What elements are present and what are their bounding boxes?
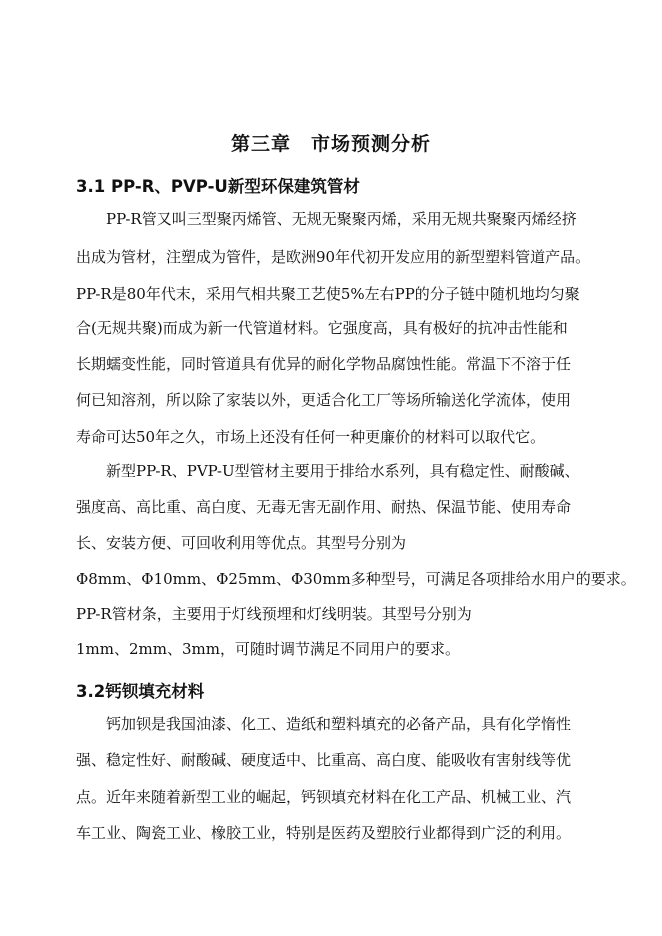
section-heading-3-2: 3.2钙钡填充材料 [76, 682, 205, 701]
paragraph-line: 点。近年来随着新型工业的崛起，钙钡填充材料在化工产品、机械工业、汽 [76, 788, 572, 806]
paragraph-line: 长期蠕变性能，同时管道具有优异的耐化学物品腐蚀性能。常温下不溶于任 [76, 355, 572, 373]
paragraph-line: 钙加钡是我国油漆、化工、造纸和塑料填充的必备产品，具有化学惰性 [106, 715, 572, 733]
paragraph-line: 长、安装方便、可回收利用等优点。其型号分别为 [76, 534, 407, 552]
section-heading-3-1: 3.1 PP-R、PVP-U新型环保建筑管材 [76, 177, 360, 196]
paragraph-line: 合(无规共聚)而成为新一代管道材料。它强度高，具有极好的抗冲击性能和 [76, 319, 568, 337]
paragraph-line: 强度高、高比重、高白度、无毒无害无副作用、耐热、保温节能、使用寿命 [76, 498, 572, 516]
paragraph-line: 寿命可达50年之久，市场上还没有任何一种更廉价的材料可以取代它。 [76, 428, 546, 446]
paragraph-line: PP-R管又叫三型聚丙烯管、无规无聚聚丙烯，采用无规共聚聚丙烯经挤 [106, 210, 577, 228]
chapter-title: 第三章 市场预测分析 [230, 133, 431, 155]
paragraph-line: PP-R管材条，主要用于灯线预埋和灯线明装。其型号分别为 [76, 605, 472, 623]
paragraph-line: 新型PP-R、PVP-U型管材主要用于排给水系列，具有稳定性、耐酸碱、 [106, 462, 580, 480]
paragraph-line: 1mm、2mm、3mm，可随时调节满足不同用户的要求。 [76, 640, 460, 658]
paragraph-line: 何已知溶剂，所以除了家装以外，更适合化工厂等场所输送化学流体，使用 [76, 391, 572, 409]
paragraph-line: 出成为管材，注塑成为管件，是欧洲90年代初开发应用的新型塑料管道产品。 [76, 248, 591, 266]
paragraph-line: Φ8mm、Φ10mm、Φ25mm、Φ30mm多种型号，可满足各项排给水用户的要求。 [76, 570, 636, 588]
paragraph-line: 车工业、陶瓷工业、橡胶工业，特别是医药及塑胶行业都得到广泛的利用。 [76, 824, 572, 842]
paragraph-line: PP-R是80年代末，采用气相共聚工艺使5%左右PP的分子链中随机地均匀聚 [76, 285, 580, 303]
paragraph-line: 强、稳定性好、耐酸碱、硬度适中、比重高、高白度、能吸收有害射线等优 [76, 751, 572, 769]
